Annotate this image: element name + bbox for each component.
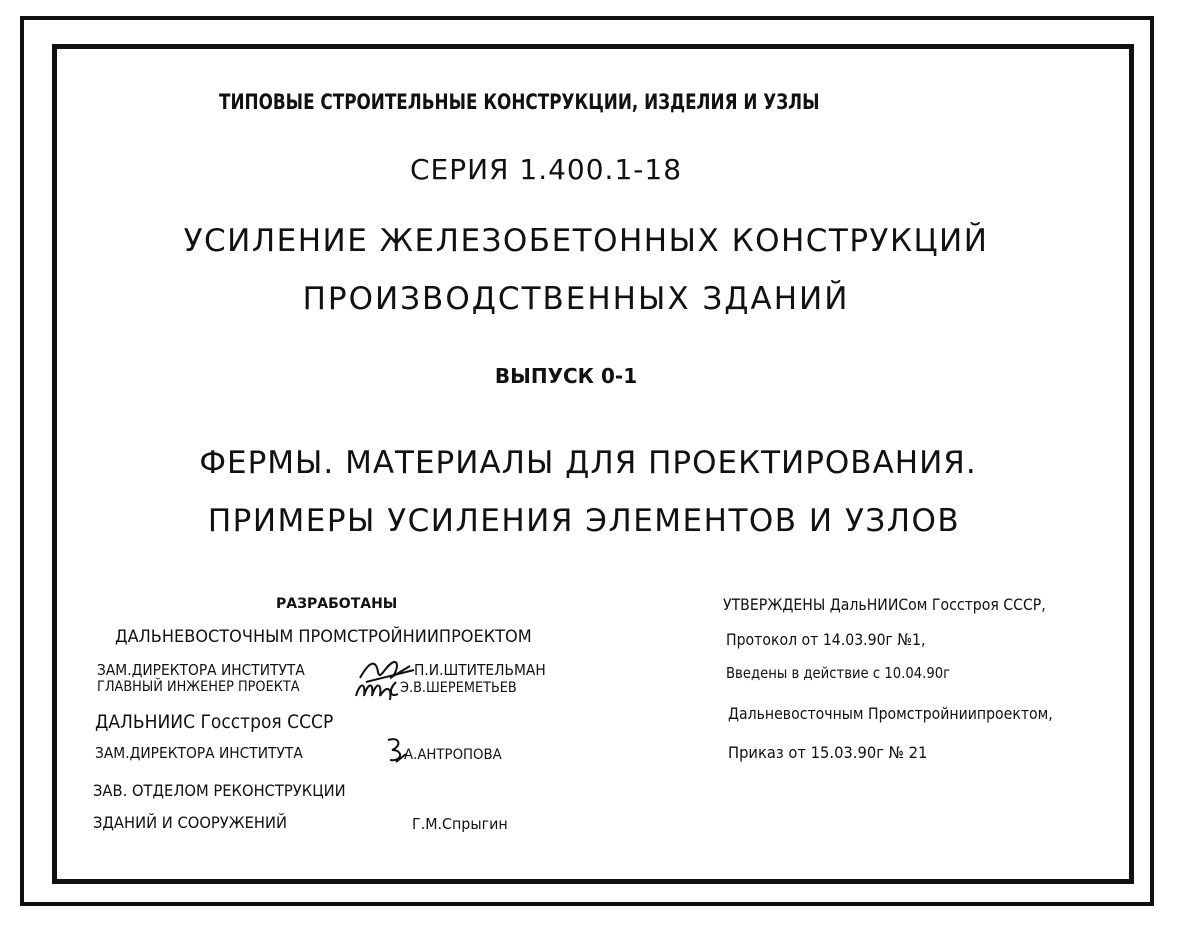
enacted-line: Введены в действие с 10.04.90г	[726, 664, 951, 682]
protocol-line: Протокол от 14.03.90г №1,	[726, 630, 926, 649]
signature-sheremetev	[352, 676, 402, 704]
head-dept-line1: ЗАВ. ОТДЕЛОМ РЕКОНСТРУКЦИИ	[93, 781, 346, 800]
developer-org-1: ДАЛЬНЕВОСТОЧНЫМ ПРОМСТРОЙНИИПРОЕКТОМ	[115, 627, 532, 647]
chief-engineer-role: ГЛАВНЫЙ ИНЖЕНЕР ПРОЕКТА	[97, 679, 300, 695]
subtitle-line1: ФЕРМЫ. МАТЕРИАЛЫ ДЛЯ ПРОЕКТИРОВАНИЯ.	[199, 445, 977, 481]
deputy-director-1-role: ЗАМ.ДИРЕКТОРА ИНСТИТУТА	[97, 661, 305, 679]
header-line1: ТИПОВЫЕ СТРОИТЕЛЬНЫЕ КОНСТРУКЦИИ, ИЗДЕЛИЯ И УЗЛЫ	[219, 90, 820, 114]
series-label: СЕРИЯ 1.400.1-18	[409, 153, 683, 186]
subtitle-line2: ПРИМЕРЫ УСИЛЕНИЯ ЭЛЕМЕНТОВ И УЗЛОВ	[207, 503, 961, 539]
head-dept-line2: ЗДАНИЙ И СООРУЖЕНИЙ	[93, 813, 288, 832]
approving-org-line: Дальневосточным Промстройниипроектом,	[728, 704, 1053, 723]
chief-engineer-name: Э.В.ШЕРЕМЕТЬЕВ	[400, 680, 517, 696]
title-line1: УСИЛЕНИЕ ЖЕЛЕЗОБЕТОННЫХ КОНСТРУКЦИЙ	[183, 223, 989, 259]
head-dept-name: Г.М.Спрыгин	[412, 815, 508, 833]
developer-org-2: ДАЛЬНИИС Госстроя СССР	[95, 711, 334, 733]
order-line: Приказ от 15.03.90г № 21	[728, 743, 928, 762]
deputy-director-2-role: ЗАМ.ДИРЕКТОРА ИНСТИТУТА	[95, 744, 303, 762]
deputy-director-2-name: А.АНТРОПОВА	[404, 747, 502, 763]
issue-label: ВЫПУСК 0-1	[494, 364, 638, 388]
deputy-director-1-name: П.И.ШТИТЕЛЬМАН	[414, 661, 546, 679]
approved-line: УТВЕРЖДЕНЫ ДальНИИСом Госстроя СССР,	[723, 595, 1046, 614]
developed-label: РАЗРАБОТАНЫ	[276, 596, 398, 612]
title-line2: ПРОИЗВОДСТВЕННЫХ ЗДАНИЙ	[302, 281, 850, 317]
